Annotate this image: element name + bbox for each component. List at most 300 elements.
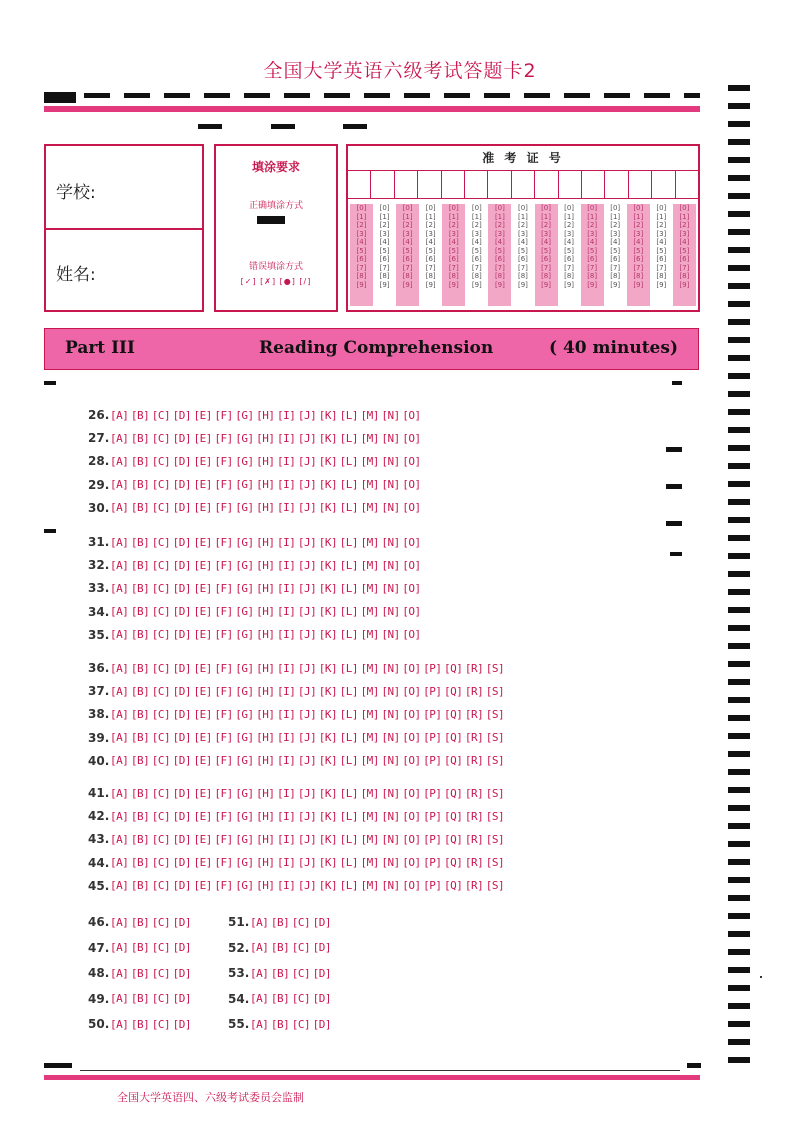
ticket-digit-bubble[interactable]: [4] xyxy=(587,238,598,246)
answer-option-bubble[interactable]: [K] xyxy=(318,684,338,698)
answer-option-bubble[interactable]: [L] xyxy=(339,454,358,468)
answer-option-bubble[interactable]: [C] xyxy=(151,809,171,823)
ticket-digit-bubble[interactable]: [6] xyxy=(425,255,436,263)
answer-option-bubble[interactable]: [G] xyxy=(235,661,254,675)
answer-option-bubble[interactable]: [O] xyxy=(402,558,421,572)
answer-option-bubble[interactable]: [C] xyxy=(151,879,171,893)
ticket-digit-bubble[interactable]: [4] xyxy=(448,238,459,246)
answer-option-bubble[interactable]: [G] xyxy=(235,707,254,721)
answer-option-bubble[interactable]: [E] xyxy=(193,856,212,870)
answer-option-bubble[interactable]: [S] xyxy=(485,684,505,698)
answer-option-bubble[interactable]: [B] xyxy=(130,558,150,572)
answer-option-bubble[interactable]: [F] xyxy=(214,501,233,515)
answer-option-bubble[interactable]: [I] xyxy=(277,856,296,870)
answer-option-bubble[interactable]: [C] xyxy=(151,832,171,846)
answer-option-bubble[interactable]: [H] xyxy=(256,478,275,492)
answer-option-bubble[interactable]: [S] xyxy=(485,786,505,800)
ticket-digit-bubble[interactable]: [6] xyxy=(564,255,575,263)
ticket-digit-bubble[interactable]: [6] xyxy=(587,255,598,263)
answer-option-bubble[interactable]: [I] xyxy=(277,431,296,445)
ticket-digit-bubble[interactable]: [5] xyxy=(471,246,482,255)
ticket-digit-bubble[interactable]: [6] xyxy=(610,255,621,263)
ticket-digit-bubble[interactable]: [2] xyxy=(679,221,690,229)
answer-option-bubble[interactable]: [A] xyxy=(110,605,129,619)
answer-option-bubble[interactable]: [K] xyxy=(318,535,338,549)
answer-option-bubble[interactable]: [K] xyxy=(318,856,338,870)
answer-option-bubble[interactable]: [M] xyxy=(360,809,379,823)
answer-option-bubble[interactable]: [N] xyxy=(381,581,400,595)
answer-option-bubble[interactable]: [F] xyxy=(214,879,233,893)
ticket-digit-bubble[interactable]: [0] xyxy=(379,204,390,212)
answer-option-bubble[interactable]: [O] xyxy=(402,707,421,721)
ticket-digit-bubble[interactable]: [0] xyxy=(471,204,482,212)
answer-option-bubble[interactable]: [D] xyxy=(172,731,191,745)
answer-option-bubble[interactable]: [R] xyxy=(464,684,484,698)
ticket-digit-bubble[interactable]: [9] xyxy=(633,280,644,289)
answer-option-bubble[interactable]: [A] xyxy=(110,535,129,549)
answer-option-bubble[interactable]: [J] xyxy=(297,879,317,893)
answer-option-bubble[interactable]: [D] xyxy=(172,628,191,642)
answer-option-bubble[interactable]: [A] xyxy=(110,966,129,980)
answer-option-bubble[interactable]: [S] xyxy=(485,731,505,745)
ticket-number-cell[interactable] xyxy=(488,170,511,198)
ticket-digit-bubble[interactable]: [0] xyxy=(402,204,413,212)
answer-option-bubble[interactable]: [M] xyxy=(360,684,379,698)
ticket-digit-bubble[interactable]: [3] xyxy=(379,229,390,238)
answer-option-bubble[interactable]: [C] xyxy=(151,454,171,468)
answer-option-bubble[interactable]: [N] xyxy=(381,558,400,572)
answer-option-bubble[interactable]: [B] xyxy=(130,915,150,929)
ticket-digit-bubble[interactable]: [2] xyxy=(356,221,367,229)
answer-option-bubble[interactable]: [C] xyxy=(291,1017,311,1031)
answer-option-bubble[interactable]: [Q] xyxy=(444,786,463,800)
ticket-digit-bubble[interactable]: [3] xyxy=(448,229,459,238)
answer-option-bubble[interactable]: [L] xyxy=(339,832,358,846)
answer-option-bubble[interactable]: [J] xyxy=(297,478,317,492)
ticket-digit-bubble[interactable]: [1] xyxy=(494,212,505,221)
answer-option-bubble[interactable]: [J] xyxy=(297,535,317,549)
answer-option-bubble[interactable]: [C] xyxy=(151,1017,171,1031)
answer-option-bubble[interactable]: [D] xyxy=(172,856,191,870)
answer-option-bubble[interactable]: [M] xyxy=(360,707,379,721)
answer-option-bubble[interactable]: [Q] xyxy=(444,809,463,823)
answer-option-bubble[interactable]: [K] xyxy=(318,605,338,619)
ticket-digit-bubble[interactable]: [6] xyxy=(448,255,459,263)
ticket-digit-bubble[interactable]: [5] xyxy=(610,246,621,255)
answer-option-bubble[interactable]: [B] xyxy=(130,809,150,823)
answer-option-bubble[interactable]: [E] xyxy=(193,558,212,572)
answer-option-bubble[interactable]: [N] xyxy=(381,879,400,893)
answer-option-bubble[interactable]: [J] xyxy=(297,558,317,572)
ticket-digit-bubble[interactable]: [4] xyxy=(656,238,667,246)
ticket-digit-bubble[interactable]: [9] xyxy=(587,280,598,289)
answer-option-bubble[interactable]: [L] xyxy=(339,501,358,515)
answer-option-bubble[interactable]: [S] xyxy=(485,754,505,768)
answer-option-bubble[interactable]: [F] xyxy=(214,661,233,675)
answer-option-bubble[interactable]: [A] xyxy=(110,754,129,768)
answer-option-bubble[interactable]: [Q] xyxy=(444,754,463,768)
answer-option-bubble[interactable]: [O] xyxy=(402,879,421,893)
answer-option-bubble[interactable]: [A] xyxy=(250,1017,269,1031)
answer-option-bubble[interactable]: [S] xyxy=(485,832,505,846)
answer-option-bubble[interactable]: [I] xyxy=(277,454,296,468)
answer-option-bubble[interactable]: [Q] xyxy=(444,684,463,698)
ticket-digit-bubble[interactable]: [6] xyxy=(656,255,667,263)
answer-option-bubble[interactable]: [K] xyxy=(318,731,338,745)
answer-option-bubble[interactable]: [S] xyxy=(485,809,505,823)
answer-option-bubble[interactable]: [M] xyxy=(360,879,379,893)
ticket-digit-bubble[interactable]: [9] xyxy=(679,280,690,289)
answer-option-bubble[interactable]: [J] xyxy=(297,628,317,642)
answer-option-bubble[interactable]: [I] xyxy=(277,628,296,642)
answer-option-bubble[interactable]: [I] xyxy=(277,879,296,893)
ticket-number-cell[interactable] xyxy=(371,170,394,198)
ticket-digit-bubble[interactable]: [5] xyxy=(656,246,667,255)
answer-option-bubble[interactable]: [K] xyxy=(318,501,338,515)
ticket-number-cell[interactable] xyxy=(465,170,488,198)
answer-option-bubble[interactable]: [E] xyxy=(193,454,212,468)
answer-option-bubble[interactable]: [E] xyxy=(193,684,212,698)
answer-option-bubble[interactable]: [J] xyxy=(297,786,317,800)
answer-option-bubble[interactable]: [J] xyxy=(297,501,317,515)
ticket-digit-bubble[interactable]: [3] xyxy=(610,229,621,238)
answer-option-bubble[interactable]: [O] xyxy=(402,754,421,768)
answer-option-bubble[interactable]: [P] xyxy=(423,731,442,745)
answer-option-bubble[interactable]: [E] xyxy=(193,731,212,745)
answer-option-bubble[interactable]: [N] xyxy=(381,856,400,870)
answer-option-bubble[interactable]: [B] xyxy=(130,454,150,468)
answer-option-bubble[interactable]: [D] xyxy=(172,941,191,954)
ticket-digit-bubble[interactable]: [5] xyxy=(356,246,367,255)
answer-option-bubble[interactable]: [D] xyxy=(312,992,331,1005)
answer-option-bubble[interactable]: [A] xyxy=(110,707,129,721)
ticket-digit-bubble[interactable]: [1] xyxy=(379,212,390,221)
answer-option-bubble[interactable]: [P] xyxy=(423,707,442,721)
answer-option-bubble[interactable]: [P] xyxy=(423,809,442,823)
answer-option-bubble[interactable]: [B] xyxy=(130,581,150,595)
answer-option-bubble[interactable]: [Q] xyxy=(444,832,463,846)
answer-option-bubble[interactable]: [R] xyxy=(464,832,484,846)
answer-option-bubble[interactable]: [D] xyxy=(172,478,191,492)
ticket-digit-bubble[interactable]: [1] xyxy=(541,212,551,221)
ticket-digit-bubble[interactable]: [7] xyxy=(471,263,482,272)
answer-option-bubble[interactable]: [D] xyxy=(172,786,191,800)
ticket-digit-bubble[interactable]: [1] xyxy=(610,212,621,221)
answer-option-bubble[interactable]: [B] xyxy=(130,501,150,515)
answer-option-bubble[interactable]: [M] xyxy=(360,558,379,572)
answer-option-bubble[interactable]: [E] xyxy=(193,581,212,595)
ticket-digit-bubble[interactable]: [2] xyxy=(494,221,505,229)
answer-option-bubble[interactable]: [F] xyxy=(214,809,233,823)
ticket-digit-bubble[interactable]: [8] xyxy=(587,272,598,280)
answer-option-bubble[interactable]: [E] xyxy=(193,628,212,642)
answer-option-bubble[interactable]: [B] xyxy=(270,941,290,954)
answer-option-bubble[interactable]: [C] xyxy=(151,478,171,492)
answer-option-bubble[interactable]: [K] xyxy=(318,707,338,721)
answer-option-bubble[interactable]: [F] xyxy=(214,628,233,642)
answer-option-bubble[interactable]: [A] xyxy=(110,408,129,422)
answer-option-bubble[interactable]: [F] xyxy=(214,731,233,745)
answer-option-bubble[interactable]: [G] xyxy=(235,431,254,445)
answer-option-bubble[interactable]: [R] xyxy=(464,731,484,745)
answer-option-bubble[interactable]: [A] xyxy=(250,915,269,929)
ticket-digit-bubble[interactable]: [0] xyxy=(564,204,575,212)
ticket-digit-bubble[interactable]: [7] xyxy=(425,263,436,272)
answer-option-bubble[interactable]: [L] xyxy=(339,408,358,422)
ticket-digit-bubble[interactable]: [0] xyxy=(610,204,621,212)
ticket-digit-bubble[interactable]: [6] xyxy=(494,255,505,263)
answer-option-bubble[interactable]: [H] xyxy=(256,501,275,515)
answer-option-bubble[interactable]: [G] xyxy=(235,684,254,698)
ticket-digit-bubble[interactable]: [1] xyxy=(356,212,367,221)
answer-option-bubble[interactable]: [B] xyxy=(130,628,150,642)
answer-option-bubble[interactable]: [B] xyxy=(130,535,150,549)
ticket-digit-bubble[interactable]: [2] xyxy=(518,221,528,229)
ticket-number-cell[interactable] xyxy=(605,170,628,198)
answer-option-bubble[interactable]: [J] xyxy=(297,661,317,675)
answer-option-bubble[interactable]: [N] xyxy=(381,431,400,445)
ticket-digit-bubble[interactable]: [8] xyxy=(656,272,667,280)
answer-option-bubble[interactable]: [A] xyxy=(110,478,129,492)
answer-option-bubble[interactable]: [O] xyxy=(402,431,421,445)
answer-option-bubble[interactable]: [F] xyxy=(214,832,233,846)
answer-option-bubble[interactable]: [L] xyxy=(339,754,358,768)
ticket-digit-bubble[interactable]: [9] xyxy=(656,280,667,289)
ticket-digit-bubble[interactable]: [5] xyxy=(541,246,551,255)
answer-option-bubble[interactable]: [N] xyxy=(381,478,400,492)
answer-option-bubble[interactable]: [S] xyxy=(485,879,505,893)
answer-option-bubble[interactable]: [F] xyxy=(214,431,233,445)
answer-option-bubble[interactable]: [N] xyxy=(381,832,400,846)
ticket-digit-bubble[interactable]: [9] xyxy=(471,280,482,289)
answer-option-bubble[interactable]: [H] xyxy=(256,431,275,445)
answer-option-bubble[interactable]: [P] xyxy=(423,879,442,893)
answer-option-bubble[interactable]: [L] xyxy=(339,661,358,675)
answer-option-bubble[interactable]: [D] xyxy=(172,535,191,549)
answer-option-bubble[interactable]: [J] xyxy=(297,605,317,619)
answer-option-bubble[interactable]: [I] xyxy=(277,501,296,515)
answer-option-bubble[interactable]: [S] xyxy=(485,856,505,870)
answer-option-bubble[interactable]: [D] xyxy=(312,1017,331,1031)
ticket-digit-bubble[interactable]: [0] xyxy=(679,204,690,212)
answer-option-bubble[interactable]: [A] xyxy=(110,856,129,870)
answer-option-bubble[interactable]: [F] xyxy=(214,581,233,595)
ticket-digit-bubble[interactable]: [3] xyxy=(633,229,644,238)
answer-option-bubble[interactable]: [E] xyxy=(193,809,212,823)
answer-option-bubble[interactable]: [B] xyxy=(130,478,150,492)
ticket-digit-bubble[interactable]: [1] xyxy=(587,212,598,221)
ticket-digit-bubble[interactable]: [5] xyxy=(633,246,644,255)
answer-option-bubble[interactable]: [K] xyxy=(318,628,338,642)
ticket-digit-bubble[interactable]: [9] xyxy=(541,280,551,289)
answer-option-bubble[interactable]: [M] xyxy=(360,661,379,675)
ticket-digit-bubble[interactable]: [6] xyxy=(471,255,482,263)
answer-option-bubble[interactable]: [J] xyxy=(297,684,317,698)
ticket-digit-bubble[interactable]: [7] xyxy=(587,263,598,272)
answer-option-bubble[interactable]: [H] xyxy=(256,628,275,642)
answer-option-bubble[interactable]: [H] xyxy=(256,879,275,893)
answer-option-bubble[interactable]: [O] xyxy=(402,809,421,823)
answer-option-bubble[interactable]: [L] xyxy=(339,786,358,800)
answer-option-bubble[interactable]: [K] xyxy=(318,832,338,846)
answer-option-bubble[interactable]: [O] xyxy=(402,786,421,800)
ticket-digit-bubble[interactable]: [5] xyxy=(379,246,390,255)
answer-option-bubble[interactable]: [L] xyxy=(339,856,358,870)
ticket-digit-bubble[interactable]: [0] xyxy=(541,204,551,212)
answer-option-bubble[interactable]: [D] xyxy=(172,915,191,929)
ticket-digit-bubble[interactable]: [9] xyxy=(610,280,621,289)
answer-option-bubble[interactable]: [N] xyxy=(381,605,400,619)
answer-option-bubble[interactable]: [E] xyxy=(193,754,212,768)
ticket-digit-bubble[interactable]: [4] xyxy=(679,238,690,246)
answer-option-bubble[interactable]: [E] xyxy=(193,431,212,445)
answer-option-bubble[interactable]: [C] xyxy=(151,966,171,980)
ticket-digit-bubble[interactable]: [2] xyxy=(656,221,667,229)
answer-option-bubble[interactable]: [C] xyxy=(151,501,171,515)
answer-option-bubble[interactable]: [D] xyxy=(312,966,331,980)
answer-option-bubble[interactable]: [G] xyxy=(235,408,254,422)
answer-option-bubble[interactable]: [F] xyxy=(214,754,233,768)
ticket-digit-bubble[interactable]: [9] xyxy=(448,280,459,289)
answer-option-bubble[interactable]: [D] xyxy=(172,581,191,595)
ticket-digit-bubble[interactable]: [8] xyxy=(541,272,551,280)
ticket-digit-bubble[interactable]: [9] xyxy=(402,280,413,289)
answer-option-bubble[interactable]: [M] xyxy=(360,501,379,515)
ticket-number-cell[interactable] xyxy=(442,170,465,198)
answer-option-bubble[interactable]: [F] xyxy=(214,786,233,800)
answer-option-bubble[interactable]: [H] xyxy=(256,408,275,422)
ticket-digit-bubble[interactable]: [9] xyxy=(518,280,528,289)
ticket-digit-bubble[interactable]: [5] xyxy=(402,246,413,255)
answer-option-bubble[interactable]: [N] xyxy=(381,454,400,468)
answer-option-bubble[interactable]: [B] xyxy=(130,408,150,422)
answer-option-bubble[interactable]: [G] xyxy=(235,786,254,800)
answer-option-bubble[interactable]: [B] xyxy=(130,1017,150,1031)
answer-option-bubble[interactable]: [N] xyxy=(381,754,400,768)
ticket-digit-bubble[interactable]: [5] xyxy=(679,246,690,255)
answer-option-bubble[interactable]: [C] xyxy=(151,684,171,698)
ticket-digit-bubble[interactable]: [8] xyxy=(494,272,505,280)
ticket-digit-bubble[interactable]: [5] xyxy=(587,246,598,255)
answer-option-bubble[interactable]: [A] xyxy=(110,832,129,846)
ticket-digit-bubble[interactable]: [2] xyxy=(633,221,644,229)
answer-option-bubble[interactable]: [A] xyxy=(110,431,129,445)
answer-option-bubble[interactable]: [G] xyxy=(235,454,254,468)
answer-option-bubble[interactable]: [J] xyxy=(297,408,317,422)
answer-option-bubble[interactable]: [B] xyxy=(130,661,150,675)
answer-option-bubble[interactable]: [C] xyxy=(151,731,171,745)
answer-option-bubble[interactable]: [N] xyxy=(381,501,400,515)
answer-option-bubble[interactable]: [G] xyxy=(235,832,254,846)
answer-option-bubble[interactable]: [P] xyxy=(423,786,442,800)
answer-option-bubble[interactable]: [J] xyxy=(297,856,317,870)
ticket-digit-bubble[interactable]: [7] xyxy=(633,263,644,272)
answer-option-bubble[interactable]: [P] xyxy=(423,684,442,698)
answer-option-bubble[interactable]: [C] xyxy=(151,941,171,954)
answer-option-bubble[interactable]: [L] xyxy=(339,558,358,572)
answer-option-bubble[interactable]: [H] xyxy=(256,684,275,698)
answer-option-bubble[interactable]: [M] xyxy=(360,431,379,445)
ticket-digit-bubble[interactable]: [7] xyxy=(379,263,390,272)
answer-option-bubble[interactable]: [F] xyxy=(214,535,233,549)
answer-option-bubble[interactable]: [D] xyxy=(172,707,191,721)
answer-option-bubble[interactable]: [M] xyxy=(360,605,379,619)
answer-option-bubble[interactable]: [J] xyxy=(297,431,317,445)
ticket-digit-bubble[interactable]: [9] xyxy=(494,280,505,289)
answer-option-bubble[interactable]: [R] xyxy=(464,661,484,675)
ticket-digit-bubble[interactable]: [2] xyxy=(448,221,459,229)
answer-option-bubble[interactable]: [A] xyxy=(110,581,129,595)
answer-option-bubble[interactable]: [G] xyxy=(235,754,254,768)
answer-option-bubble[interactable]: [A] xyxy=(250,941,269,954)
answer-option-bubble[interactable]: [A] xyxy=(110,915,129,929)
answer-option-bubble[interactable]: [O] xyxy=(402,628,421,642)
answer-option-bubble[interactable]: [H] xyxy=(256,581,275,595)
answer-option-bubble[interactable]: [D] xyxy=(172,501,191,515)
answer-option-bubble[interactable]: [M] xyxy=(360,478,379,492)
ticket-digit-bubble[interactable]: [0] xyxy=(518,204,528,212)
answer-option-bubble[interactable]: [H] xyxy=(256,809,275,823)
answer-option-bubble[interactable]: [S] xyxy=(485,661,505,675)
answer-option-bubble[interactable]: [M] xyxy=(360,628,379,642)
ticket-digit-bubble[interactable]: [4] xyxy=(379,238,390,246)
answer-option-bubble[interactable]: [M] xyxy=(360,832,379,846)
answer-option-bubble[interactable]: [F] xyxy=(214,684,233,698)
answer-option-bubble[interactable]: [F] xyxy=(214,707,233,721)
answer-option-bubble[interactable]: [E] xyxy=(193,478,212,492)
answer-option-bubble[interactable]: [A] xyxy=(110,558,129,572)
answer-option-bubble[interactable]: [L] xyxy=(339,581,358,595)
answer-option-bubble[interactable]: [G] xyxy=(235,535,254,549)
answer-option-bubble[interactable]: [K] xyxy=(318,661,338,675)
ticket-number-cell[interactable] xyxy=(559,170,582,198)
ticket-digit-bubble[interactable]: [4] xyxy=(494,238,505,246)
answer-option-bubble[interactable]: [A] xyxy=(110,731,129,745)
ticket-digit-bubble[interactable]: [8] xyxy=(518,272,528,280)
answer-option-bubble[interactable]: [P] xyxy=(423,832,442,846)
ticket-digit-bubble[interactable]: [2] xyxy=(541,221,551,229)
ticket-digit-bubble[interactable]: [3] xyxy=(402,229,413,238)
answer-option-bubble[interactable]: [O] xyxy=(402,684,421,698)
ticket-digit-bubble[interactable]: [4] xyxy=(541,238,551,246)
answer-option-bubble[interactable]: [F] xyxy=(214,454,233,468)
answer-option-bubble[interactable]: [K] xyxy=(318,581,338,595)
ticket-digit-bubble[interactable]: [1] xyxy=(564,212,575,221)
ticket-digit-bubble[interactable]: [9] xyxy=(379,280,390,289)
answer-option-bubble[interactable]: [N] xyxy=(381,707,400,721)
answer-option-bubble[interactable]: [E] xyxy=(193,661,212,675)
ticket-number-cell[interactable] xyxy=(676,170,698,198)
ticket-digit-bubble[interactable]: [3] xyxy=(494,229,505,238)
answer-option-bubble[interactable]: [R] xyxy=(464,707,484,721)
ticket-digit-bubble[interactable]: [8] xyxy=(564,272,575,280)
answer-option-bubble[interactable]: [H] xyxy=(256,454,275,468)
ticket-digit-bubble[interactable]: [5] xyxy=(518,246,528,255)
answer-option-bubble[interactable]: [P] xyxy=(423,754,442,768)
ticket-digit-bubble[interactable]: [3] xyxy=(656,229,667,238)
answer-option-bubble[interactable]: [A] xyxy=(110,992,129,1005)
answer-option-bubble[interactable]: [E] xyxy=(193,786,212,800)
answer-option-bubble[interactable]: [J] xyxy=(297,809,317,823)
answer-option-bubble[interactable]: [D] xyxy=(172,1017,191,1031)
answer-option-bubble[interactable]: [O] xyxy=(402,856,421,870)
answer-option-bubble[interactable]: [F] xyxy=(214,408,233,422)
answer-option-bubble[interactable]: [H] xyxy=(256,754,275,768)
answer-option-bubble[interactable]: [A] xyxy=(110,501,129,515)
answer-option-bubble[interactable]: [R] xyxy=(464,856,484,870)
answer-option-bubble[interactable]: [I] xyxy=(277,661,296,675)
answer-option-bubble[interactable]: [G] xyxy=(235,628,254,642)
